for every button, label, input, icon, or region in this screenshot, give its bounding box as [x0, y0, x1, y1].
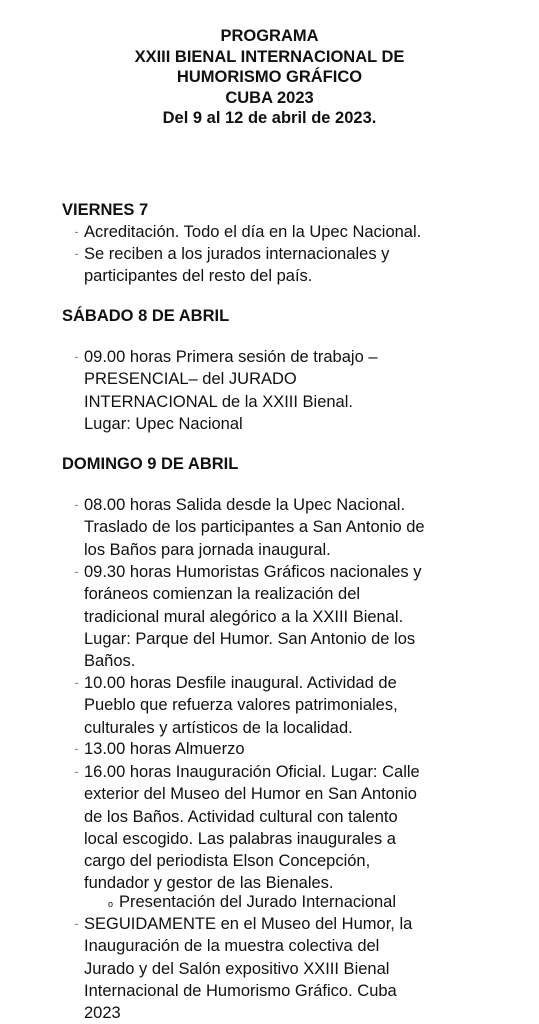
item-line: Presentación del Jurado Internacional [119, 893, 397, 911]
item-line: 08.00 horas Salida desde la Upec Nacional. [84, 496, 406, 514]
item-line: fundador y gestor de las Bienales. [84, 874, 334, 893]
item-line: exterior del Museo del Humor en San Antonio [84, 785, 417, 804]
item-line: tradicional mural alegórico a la XXIII Bienal. [84, 607, 404, 626]
item-line: Traslado de los participantes a San Antonio de [84, 518, 425, 537]
section-title-domingo: DOMINGO 9 DE ABRIL [62, 455, 239, 473]
header-line-programa: PROGRAMA [220, 27, 319, 45]
item-line: 2023 [84, 1004, 121, 1023]
list-item [75, 738, 245, 760]
item-line: Inauguración de la muestra colectiva del [84, 937, 380, 956]
program-header [0, 26, 539, 129]
list-item [75, 243, 390, 288]
bullet-icon: - [75, 227, 78, 237]
bullet-icon: - [75, 678, 78, 688]
sub-list-item [108, 891, 397, 913]
item-line: Internacional de Humorismo Gráfico. Cuba [84, 981, 397, 1000]
bullet-icon: - [75, 919, 78, 929]
header-line-humorismo: HUMORISMO GRÁFICO [176, 68, 363, 86]
header-line-dates: Del 9 al 12 de abril de 2023. [162, 109, 377, 127]
bullet-icon: - [75, 352, 78, 362]
list-item [75, 561, 422, 672]
header-line-cuba: CUBA 2023 [225, 88, 314, 107]
bullet-icon: - [75, 249, 78, 259]
item-line: 10.00 horas Desfile inaugural. Actividad de [84, 674, 397, 692]
item-line: Baños. [84, 652, 136, 671]
section-title-sabado: SÁBADO 8 DE ABRIL [62, 307, 230, 325]
list-item [75, 672, 398, 739]
item-line: 09.30 horas Humoristas Gráficos nacionales y [84, 563, 422, 581]
circle-bullet-icon: o [108, 899, 114, 909]
item-line: foráneos comienzan la realización del [84, 585, 361, 604]
item-line: Pueblo que refuerza valores patrimoniales, [84, 696, 398, 715]
item-line: INTERNACIONAL de la XXIII Bienal. [84, 392, 353, 411]
header-line-bienal: XXIII BIENAL INTERNACIONAL DE [134, 47, 405, 66]
bullet-icon: - [75, 500, 78, 510]
list-item [75, 761, 420, 895]
list-item [75, 913, 413, 1024]
item-line: 16.00 horas Inauguración Oficial. Lugar: Calle [84, 763, 420, 781]
item-line: cargo del periodista Elson Concepción, [84, 852, 371, 871]
bullet-icon: - [75, 744, 78, 754]
item-line: local escogido. Las palabras inaugurales a [84, 829, 396, 848]
item-line: 13.00 horas Almuerzo [84, 740, 245, 758]
item-line: Se reciben a los jurados internacionales y [84, 245, 390, 263]
item-line: Lugar: Parque del Humor. San Antonio de los [84, 629, 416, 648]
item-line: Acreditación. Todo el día en la Upec Nacional. [84, 223, 422, 241]
list-item [75, 221, 422, 243]
bullet-icon: - [75, 567, 78, 577]
item-line: PRESENCIAL– del JURADO [84, 370, 297, 389]
item-line: 09.00 horas Primera sesión de trabajo – [84, 348, 378, 366]
item-line: participantes del resto del país. [84, 267, 313, 286]
item-line: SEGUIDAMENTE en el Museo del Humor, la [84, 915, 413, 933]
item-line: culturales y artísticos de la localidad. [84, 718, 353, 737]
item-line: los Baños para jornada inaugural. [84, 540, 331, 559]
section-title-viernes: VIERNES 7 [62, 201, 149, 219]
list-item [75, 346, 378, 435]
list-item [75, 494, 425, 561]
bullet-icon: - [75, 767, 78, 777]
item-line: de los Baños. Actividad cultural con talento [84, 807, 398, 826]
item-line: Jurado y del Salón expositivo XXIII Bienal [84, 959, 390, 978]
item-line: Lugar: Upec Nacional [84, 414, 243, 433]
